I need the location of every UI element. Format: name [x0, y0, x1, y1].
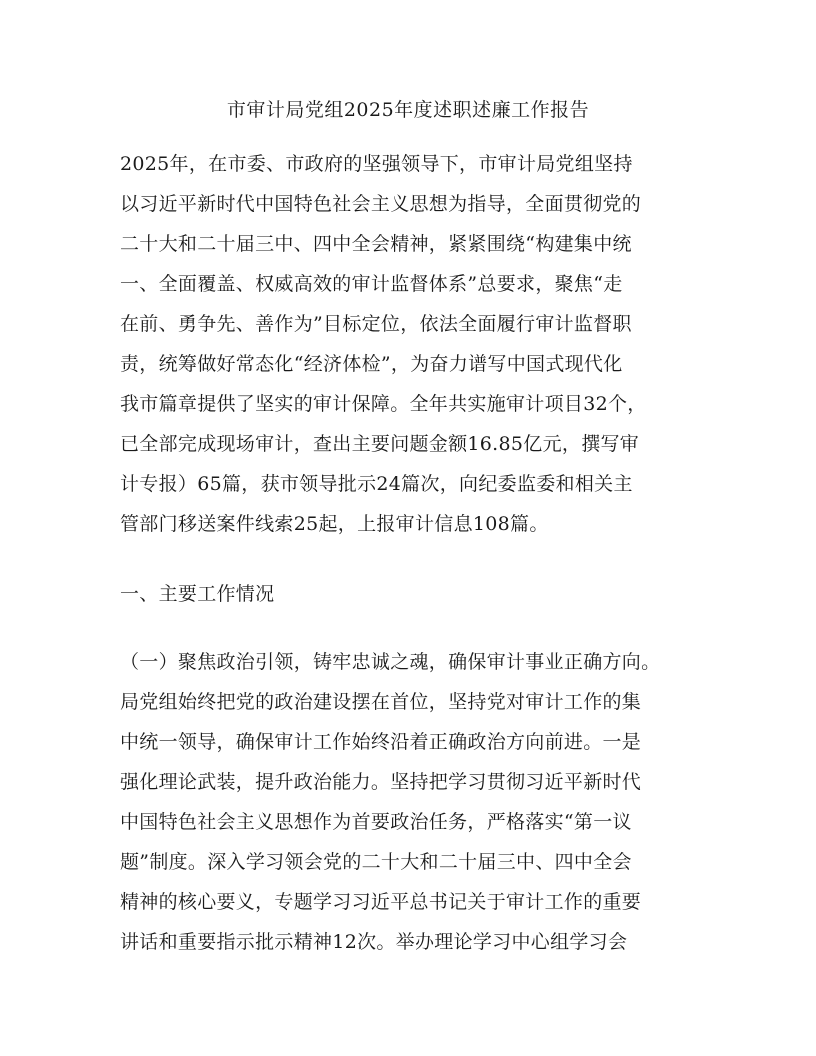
subsection-line: 讲话和重要指示批示精神12次。举办理论学习中心组学习会	[120, 931, 628, 953]
subsection-line: 局党组始终把党的政治建设摆在首位，坚持党对审计工作的集	[120, 691, 642, 713]
subsection-line: 题”制度。深入学习领会党的二十大和二十届三中、四中全会	[120, 851, 632, 873]
subsection-line: 中统一领导，确保审计工作始终沿着正确政治方向前进。一是	[120, 731, 642, 753]
intro-line: 在前、勇争先、善作为”目标定位，依法全面履行审计监督职	[120, 313, 632, 335]
intro-line: 责，统筹做好常态化“经济体检”，为奋力谱写中国式现代化	[120, 353, 623, 375]
intro-line: 以习近平新时代中国特色社会主义思想为指导，全面贯彻党的	[120, 193, 642, 215]
intro-line: 二十大和二十届三中、四中全会精神，紧紧围绕“构建集中统	[120, 233, 632, 255]
intro-line: 我市篇章提供了坚实的审计保障。全年共实施审计项目32个，	[120, 393, 647, 415]
intro-line: 管部门移送案件线索25起，上报审计信息108篇。	[120, 513, 549, 535]
intro-line: 2025年，在市委、市政府的坚强领导下，市审计局党组坚持	[120, 153, 633, 175]
subsection-line: 强化理论武装，提升政治能力。坚持把学习贯彻习近平新时代	[120, 771, 642, 793]
intro-line: 一、全面覆盖、权威高效的审计监督体系”总要求，聚焦“走	[120, 273, 623, 295]
section-heading: 一、主要工作情况	[120, 583, 275, 605]
intro-line: 计专报）65篇，获市领导批示24篇次，向纪委监委和相关主	[120, 473, 633, 495]
subsection-line: （一）聚焦政治引领，铸牢忠诚之魂，确保审计事业正确方向。	[120, 651, 661, 673]
document-title: 市审计局党组2025年度述职述廉工作报告	[226, 99, 590, 121]
subsection-line: 精神的核心要义，专题学习习近平总书记关于审计工作的重要	[120, 891, 642, 913]
intro-line: 已全部完成现场审计，查出主要问题金额16.85亿元，撰写审	[120, 433, 640, 455]
subsection-line: 中国特色社会主义思想作为首要政治任务，严格落实“第一议	[120, 811, 632, 833]
